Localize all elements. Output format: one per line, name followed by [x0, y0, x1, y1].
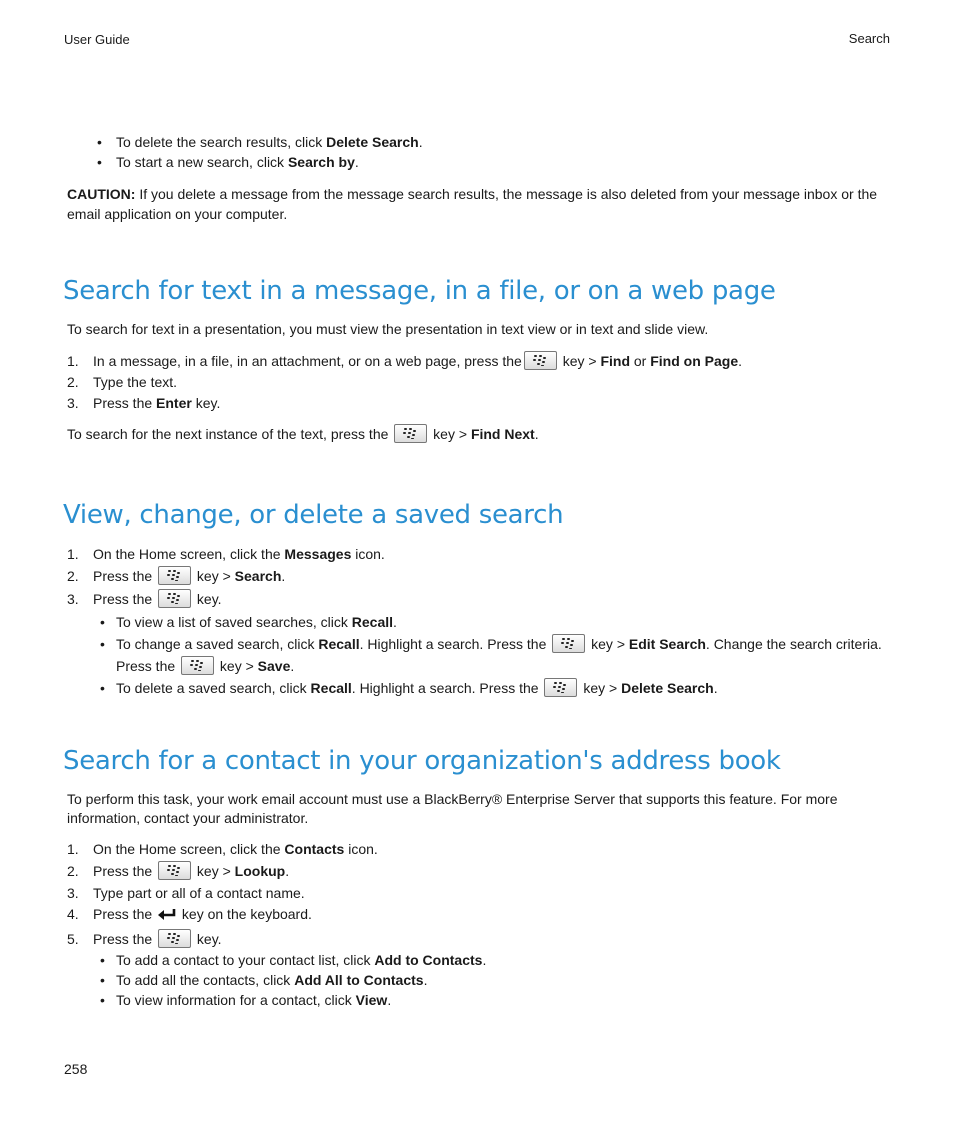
- list-item: • To add all the contacts, click Add All to Contacts.: [93, 970, 887, 990]
- step-item: 2. Press the key > Lookup.: [67, 863, 290, 879]
- page-number: 258: [64, 1061, 88, 1077]
- section-saved-search: [67, 544, 887, 699]
- list-item: • To delete a saved search, click Recall. Highlight a search. Press the key > Delete Search.: [93, 677, 887, 699]
- menu-key-icon: [158, 566, 191, 585]
- step-item: 4. Press the key on the keyboard.: [67, 904, 887, 928]
- caution-note: CAUTION: If you delete a message from the message search results, the message is also deleted from your message inbox or the email application on your computer.: [67, 186, 878, 222]
- steps-list: [67, 839, 887, 1010]
- step-item: 2. Press the key > Search.: [67, 568, 286, 584]
- menu-key-icon: [394, 424, 427, 443]
- step-item: 1. On the Home screen, click the Contacts icon.: [67, 841, 378, 857]
- contact-result-options-list: [93, 950, 887, 1010]
- list-item: • To start a new search, click Search by.: [67, 152, 887, 172]
- section-intro: To perform this task, your work email account must use a BlackBerry® Enterprise Server that supports this feature. For more information, contact your administrator.: [67, 791, 838, 826]
- blackberry-logo-icon: [167, 570, 182, 581]
- list-item: • To change a saved search, click Recall. Highlight a search. Press the key > Edit Search. Change the search criteria. Press the key > Save.: [93, 633, 887, 677]
- list-item: • To view a list of saved searches, click Recall.: [93, 611, 887, 633]
- menu-key-icon: [524, 351, 557, 370]
- menu-key-icon: [158, 929, 191, 948]
- search-result-options-list: [67, 132, 887, 172]
- step-item: 3. Press the key. • To view a list of saved searches, click Recall. • To change a saved search, click Recall. Highlight a search. Press the key > Edit Search. Change the search criteria. Press the key > Save. • To delete a saved search, click Recall. Highlight a search. Press the key > Delete Search.: [67, 588, 887, 699]
- step-item: 3. Type part or all of a contact name.: [67, 885, 305, 901]
- menu-key-icon: [552, 634, 585, 653]
- steps-list: [67, 351, 887, 414]
- menu-key-icon: [158, 589, 191, 608]
- menu-key-icon: [544, 678, 577, 697]
- running-header-right: Search: [848, 31, 890, 46]
- section-intro: To search for text in a presentation, you must view the presentation in text view or in text and slide view.: [67, 321, 709, 337]
- running-header-left: User Guide: [64, 32, 130, 47]
- menu-key-icon: [158, 861, 191, 880]
- blackberry-logo-icon: [190, 660, 205, 671]
- blackberry-logo-icon: [533, 355, 548, 366]
- step-item: 1. In a message, in a file, in an attachment, or on a web page, press the key > Find or Find on Page.: [67, 353, 743, 369]
- blackberry-logo-icon: [553, 682, 568, 693]
- step-item: 3. Press the Enter key.: [67, 395, 221, 411]
- section-contact-search: [67, 790, 887, 1010]
- top-section: [67, 132, 887, 224]
- menu-key-icon: [181, 656, 214, 675]
- list-item: • To delete the search results, click Delete Search.: [67, 132, 887, 152]
- blackberry-logo-icon: [403, 428, 418, 439]
- saved-search-options-list: [93, 611, 887, 699]
- step-item: 5. Press the key. • To add a contact to your contact list, click Add to Contacts. • To add all the contacts, click Add All to Contacts. • To view information for a contact, click View.: [67, 928, 887, 1010]
- blackberry-logo-icon: [167, 865, 182, 876]
- list-item: • To add a contact to your contact list, click Add to Contacts.: [93, 950, 887, 970]
- enter-key-icon: [157, 907, 177, 928]
- step-item: 1. On the Home screen, click the Messages icon.: [67, 546, 385, 562]
- section-title-contact-search: Search for a contact in your organization's address book: [63, 746, 781, 776]
- section-title-search-text: Search for text in a message, in a file, or on a web page: [63, 276, 776, 306]
- section-search-text: [67, 320, 887, 444]
- list-item: • To view information for a contact, click View.: [93, 990, 887, 1010]
- section-title-saved-search: View, change, or delete a saved search: [63, 500, 564, 530]
- blackberry-logo-icon: [167, 933, 182, 944]
- blackberry-logo-icon: [167, 593, 182, 604]
- blackberry-logo-icon: [561, 638, 576, 649]
- find-next-note: To search for the next instance of the text, press the key > Find Next.: [67, 426, 539, 442]
- step-item: 2. Type the text.: [67, 374, 178, 390]
- steps-list: [67, 544, 887, 699]
